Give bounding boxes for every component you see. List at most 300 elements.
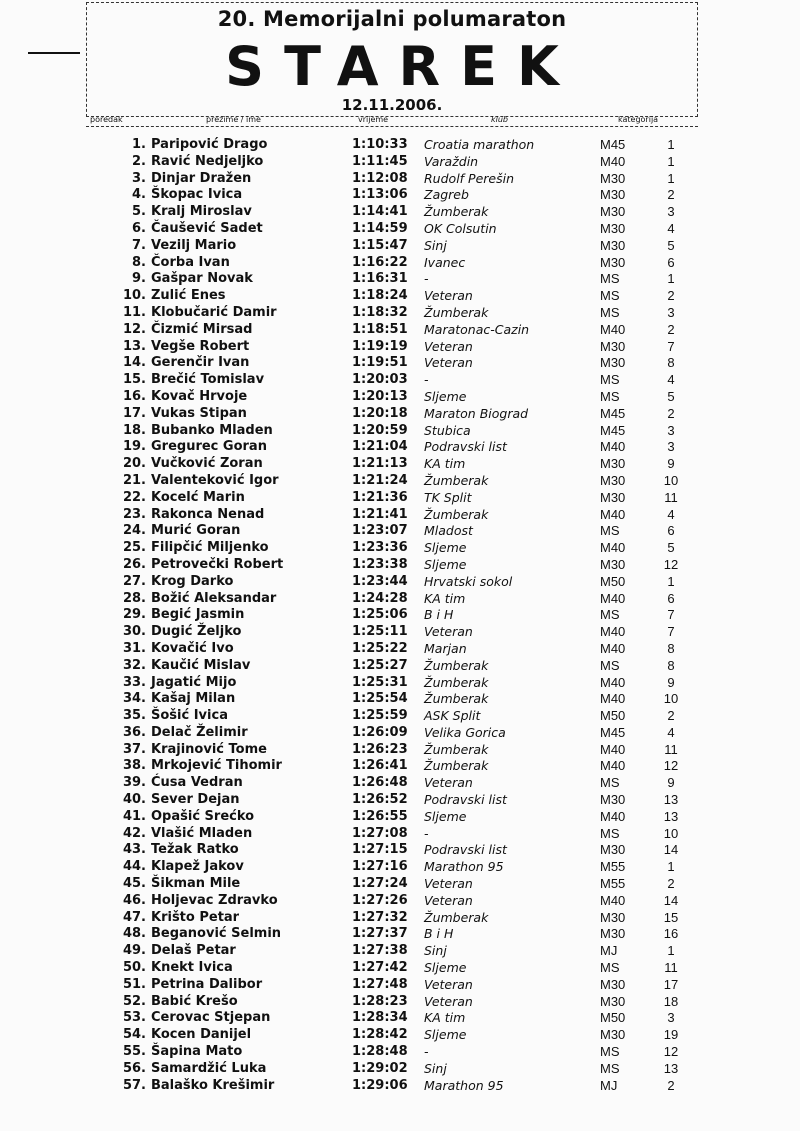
result-rank: 52. xyxy=(122,993,146,1009)
result-row xyxy=(0,557,800,574)
result-row xyxy=(0,423,800,440)
result-row xyxy=(0,204,800,221)
result-rank: 2. xyxy=(132,153,146,169)
result-category: MJ xyxy=(600,1077,618,1093)
event-title: 20. Memorijalni polumaraton xyxy=(217,7,567,31)
result-rank: 45. xyxy=(122,876,146,892)
result-category: M30 xyxy=(600,456,626,472)
result-category: MS xyxy=(600,607,620,623)
result-row xyxy=(0,1044,800,1061)
result-rank: 50. xyxy=(122,960,146,976)
result-name: Ravić Nedjeljko xyxy=(151,153,264,169)
result-category-place: 4 xyxy=(667,506,675,522)
result-club: - xyxy=(424,271,429,287)
result-club: Sljeme xyxy=(424,808,467,824)
result-row xyxy=(0,288,800,305)
result-row xyxy=(0,372,800,389)
result-club: Marathon 95 xyxy=(424,859,504,875)
result-time: 1:27:42 xyxy=(352,960,408,976)
result-rank: 26. xyxy=(122,556,146,572)
result-category: M30 xyxy=(600,237,626,253)
result-category-place: 2 xyxy=(667,1077,675,1093)
result-category-place: 14 xyxy=(663,842,679,858)
result-rank: 39. xyxy=(122,775,146,791)
result-rank: 56. xyxy=(122,1060,146,1076)
result-category-place: 4 xyxy=(667,724,675,740)
result-rank: 54. xyxy=(122,1027,146,1043)
result-name: Delač Želimir xyxy=(151,724,248,740)
result-club: Varaždin xyxy=(424,153,479,169)
result-category: M30 xyxy=(600,926,626,942)
result-rank: 37. xyxy=(122,741,146,757)
result-category: M40 xyxy=(600,741,626,757)
result-rank: 12. xyxy=(122,321,146,337)
result-category: M30 xyxy=(600,792,626,808)
result-rank: 29. xyxy=(122,607,146,623)
result-time: 1:25:54 xyxy=(352,691,408,707)
result-name: Filipčić Miljenko xyxy=(151,540,269,556)
result-row xyxy=(0,221,800,238)
result-category-place: 9 xyxy=(667,456,675,472)
result-category: M45 xyxy=(600,724,626,740)
result-club: Žumberak xyxy=(424,204,489,220)
result-category: MS xyxy=(600,271,620,287)
result-rank: 15. xyxy=(122,372,146,388)
result-category-place: 3 xyxy=(667,439,675,455)
result-name: Težak Ratko xyxy=(151,842,239,858)
result-row xyxy=(0,439,800,456)
result-time: 1:28:48 xyxy=(352,1044,408,1060)
result-club: TK Split xyxy=(424,489,472,505)
result-row xyxy=(0,1078,800,1095)
result-rank: 57. xyxy=(122,1077,146,1093)
result-name: Samardžić Luka xyxy=(151,1060,267,1076)
result-row xyxy=(0,876,800,893)
result-category-place: 7 xyxy=(667,624,675,640)
result-name: Čorba Ivan xyxy=(151,254,230,270)
result-club: Žumberak xyxy=(424,657,489,673)
result-category: M30 xyxy=(600,976,626,992)
result-club: Podravski list xyxy=(424,439,507,455)
result-rank: 1. xyxy=(132,137,146,152)
result-rank: 41. xyxy=(122,808,146,824)
result-time: 1:26:55 xyxy=(352,808,408,824)
result-category-place: 14 xyxy=(663,892,679,908)
result-club: KA tim xyxy=(424,1010,466,1026)
result-name: Knekt Ivica xyxy=(151,960,233,976)
result-rank: 13. xyxy=(122,338,146,354)
result-name: Kovačić Ivo xyxy=(151,640,234,656)
result-category: M30 xyxy=(600,187,626,203)
result-row xyxy=(0,271,800,288)
result-rank: 30. xyxy=(122,624,146,640)
result-row xyxy=(0,305,800,322)
result-time: 1:21:13 xyxy=(352,456,408,472)
result-category: M45 xyxy=(600,405,626,421)
result-rank: 34. xyxy=(122,691,146,707)
result-name: Kocen Danijel xyxy=(151,1027,252,1043)
result-category: M40 xyxy=(600,808,626,824)
result-category-place: 16 xyxy=(663,926,679,942)
result-name: Cerovac Stjepan xyxy=(151,1010,271,1026)
result-name: Brečić Tomislav xyxy=(151,372,265,388)
result-club: Sljeme xyxy=(424,1027,467,1043)
result-name: Gerenčir Ivan xyxy=(151,355,250,371)
result-time: 1:26:41 xyxy=(352,758,408,774)
result-club: Žumberak xyxy=(424,691,489,707)
result-rank: 44. xyxy=(122,859,146,875)
result-row xyxy=(0,1061,800,1078)
result-rank: 53. xyxy=(122,1010,146,1026)
result-name: Čaušević Sadet xyxy=(151,220,263,236)
result-rank: 49. xyxy=(122,943,146,959)
result-name: Vegše Robert xyxy=(151,338,250,354)
result-time: 1:21:04 xyxy=(352,439,408,455)
result-row xyxy=(0,742,800,759)
result-category: M40 xyxy=(600,892,626,908)
result-club: Veteran xyxy=(424,775,473,791)
result-row xyxy=(0,339,800,356)
result-time: 1:24:28 xyxy=(352,590,408,606)
event-date: 12.11.2006. xyxy=(341,96,443,114)
result-time: 1:27:32 xyxy=(352,909,408,925)
result-category: M30 xyxy=(600,909,626,925)
result-category-place: 2 xyxy=(667,876,675,892)
result-rank: 25. xyxy=(122,540,146,556)
result-category-place: 7 xyxy=(667,607,675,623)
result-category-place: 3 xyxy=(667,304,675,320)
result-category: M50 xyxy=(600,708,626,724)
result-row xyxy=(0,826,800,843)
result-club: Sljeme xyxy=(424,540,467,556)
result-row xyxy=(0,641,800,658)
result-name: Božić Aleksandar xyxy=(151,590,277,606)
result-name: Krog Darko xyxy=(151,573,234,589)
result-time: 1:26:09 xyxy=(352,724,408,740)
result-time: 1:14:41 xyxy=(352,204,408,220)
result-rank: 6. xyxy=(132,220,146,236)
result-name: Petrina Dalibor xyxy=(151,976,263,992)
result-time: 1:23:44 xyxy=(352,573,408,589)
result-category: MS xyxy=(600,960,620,976)
result-club: OK Colsutin xyxy=(424,220,497,236)
result-time: 1:12:08 xyxy=(352,170,408,186)
result-club: Zagreb xyxy=(424,187,469,203)
result-rank: 33. xyxy=(122,674,146,690)
result-rank: 11. xyxy=(122,304,146,320)
result-category-place: 10 xyxy=(663,472,679,488)
result-time: 1:26:52 xyxy=(352,792,408,808)
result-name: Mrkojević Tihomir xyxy=(151,758,282,774)
result-time: 1:23:38 xyxy=(352,556,408,572)
result-name: Opašić Srećko xyxy=(151,808,255,824)
result-time: 1:28:23 xyxy=(352,993,408,1009)
result-club: Sinj xyxy=(424,1060,447,1076)
result-category: M30 xyxy=(600,355,626,371)
column-headers xyxy=(86,115,698,127)
result-row xyxy=(0,725,800,742)
result-category: M40 xyxy=(600,691,626,707)
result-name: Beganović Selmin xyxy=(151,926,282,942)
result-time: 1:25:27 xyxy=(352,657,408,673)
result-row xyxy=(0,658,800,675)
result-name: Vlašić Mladen xyxy=(151,825,253,841)
result-row xyxy=(0,238,800,255)
result-time: 1:20:03 xyxy=(352,372,408,388)
result-category-place: 13 xyxy=(663,808,679,824)
result-category-place: 2 xyxy=(667,708,675,724)
result-row xyxy=(0,977,800,994)
result-rank: 4. xyxy=(132,187,146,203)
result-category-place: 17 xyxy=(663,976,679,992)
result-category-place: 1 xyxy=(667,573,675,589)
result-category-place: 5 xyxy=(667,237,675,253)
result-club: Žumberak xyxy=(424,758,489,774)
result-category: MS xyxy=(600,1060,620,1076)
result-club: Veteran xyxy=(424,976,473,992)
result-category-place: 10 xyxy=(663,691,679,707)
result-category: MS xyxy=(600,1044,620,1060)
result-club: Stubica xyxy=(424,422,471,438)
result-name: Vezilj Mario xyxy=(151,237,237,253)
result-rank: 27. xyxy=(122,573,146,589)
result-club: ASK Split xyxy=(424,708,481,724)
result-category: MS xyxy=(600,657,620,673)
result-row xyxy=(0,540,800,557)
result-category: M30 xyxy=(600,1027,626,1043)
column-header-category: kategorija xyxy=(618,115,659,124)
result-category-place: 12 xyxy=(663,1044,679,1060)
result-name: Vukas Stipan xyxy=(151,405,247,421)
result-club: Maraton Biograd xyxy=(424,405,529,421)
result-time: 1:18:51 xyxy=(352,321,408,337)
result-category-place: 13 xyxy=(663,792,679,808)
result-category-place: 6 xyxy=(667,523,675,539)
result-club: B i H xyxy=(424,926,454,942)
result-rank: 51. xyxy=(122,976,146,992)
result-row xyxy=(0,624,800,641)
result-category-place: 8 xyxy=(667,657,675,673)
result-name: Kralj Miroslav xyxy=(151,204,252,220)
margin-dash-mark xyxy=(28,52,80,54)
result-row xyxy=(0,607,800,624)
result-category-place: 12 xyxy=(663,556,679,572)
result-row xyxy=(0,456,800,473)
result-name: Krajinović Tome xyxy=(151,741,267,757)
result-club: Sljeme xyxy=(424,960,467,976)
result-rank: 47. xyxy=(122,909,146,925)
result-row xyxy=(0,507,800,524)
result-name: Dugić Željko xyxy=(151,624,242,640)
result-category: M30 xyxy=(600,842,626,858)
column-header-time: vrijeme xyxy=(358,115,389,124)
result-club: Ivanec xyxy=(424,254,466,270)
result-rank: 35. xyxy=(122,708,146,724)
result-category: M40 xyxy=(600,758,626,774)
result-club: Podravski list xyxy=(424,842,507,858)
result-club: Sinj xyxy=(424,237,447,253)
result-time: 1:20:59 xyxy=(352,422,408,438)
result-time: 1:27:37 xyxy=(352,926,408,942)
result-category: MS xyxy=(600,304,620,320)
result-club: - xyxy=(424,372,429,388)
result-rank: 22. xyxy=(122,489,146,505)
result-time: 1:28:42 xyxy=(352,1027,408,1043)
result-category: M40 xyxy=(600,674,626,690)
result-time: 1:21:24 xyxy=(352,472,408,488)
result-time: 1:14:59 xyxy=(352,220,408,236)
result-category-place: 15 xyxy=(663,909,679,925)
result-time: 1:25:06 xyxy=(352,607,408,623)
result-category: MS xyxy=(600,388,620,404)
result-row xyxy=(0,893,800,910)
result-row xyxy=(0,154,800,171)
result-time: 1:13:06 xyxy=(352,187,408,203)
result-category-place: 2 xyxy=(667,321,675,337)
result-row xyxy=(0,490,800,507)
result-time: 1:23:36 xyxy=(352,540,408,556)
result-club: Velika Gorica xyxy=(424,724,506,740)
result-time: 1:27:15 xyxy=(352,842,408,858)
result-category: M30 xyxy=(600,472,626,488)
result-category-place: 1 xyxy=(667,170,675,186)
result-category-place: 8 xyxy=(667,640,675,656)
result-time: 1:16:22 xyxy=(352,254,408,270)
result-category: M30 xyxy=(600,993,626,1009)
result-rank: 21. xyxy=(122,472,146,488)
result-name: Delaš Petar xyxy=(151,943,236,959)
result-rank: 10. xyxy=(122,288,146,304)
result-category: MS xyxy=(600,288,620,304)
result-row xyxy=(0,1027,800,1044)
result-row xyxy=(0,171,800,188)
result-row xyxy=(0,775,800,792)
result-category: M40 xyxy=(600,153,626,169)
result-category: MJ xyxy=(600,943,618,959)
result-category-place: 13 xyxy=(663,1060,679,1076)
result-name: Šikman Mile xyxy=(151,876,241,892)
result-time: 1:18:32 xyxy=(352,304,408,320)
result-time: 1:25:59 xyxy=(352,708,408,724)
result-name: Valenteković Igor xyxy=(151,472,279,488)
result-rank: 28. xyxy=(122,590,146,606)
result-rank: 7. xyxy=(132,237,146,253)
result-rank: 18. xyxy=(122,422,146,438)
column-header-name: prezime / ime xyxy=(206,115,261,124)
result-row xyxy=(0,926,800,943)
result-category-place: 2 xyxy=(667,187,675,203)
result-category-place: 2 xyxy=(667,288,675,304)
result-name: Klapež Jakov xyxy=(151,859,244,875)
result-category-place: 11 xyxy=(664,489,678,505)
result-rank: 23. xyxy=(122,506,146,522)
result-club: Croatia marathon xyxy=(424,137,535,152)
result-club: Mladost xyxy=(424,523,473,539)
result-row xyxy=(0,322,800,339)
result-name: Holjevac Zdravko xyxy=(151,892,278,908)
result-rank: 16. xyxy=(122,388,146,404)
result-rank: 48. xyxy=(122,926,146,942)
result-category-place: 1 xyxy=(667,859,675,875)
result-club: Veteran xyxy=(424,993,473,1009)
result-row xyxy=(0,758,800,775)
result-time: 1:10:33 xyxy=(352,137,408,152)
result-rank: 24. xyxy=(122,523,146,539)
result-category: M40 xyxy=(600,590,626,606)
result-club: Podravski list xyxy=(424,792,507,808)
result-category-place: 4 xyxy=(667,372,675,388)
result-time: 1:27:24 xyxy=(352,876,408,892)
result-category: M40 xyxy=(600,439,626,455)
result-name: Krišto Petar xyxy=(151,909,240,925)
result-category-place: 9 xyxy=(667,674,675,690)
result-category: M50 xyxy=(600,573,626,589)
result-club: Žumberak xyxy=(424,506,489,522)
result-time: 1:27:48 xyxy=(352,976,408,992)
result-name: Klobučarić Damir xyxy=(151,304,277,320)
result-row xyxy=(0,842,800,859)
result-category: MS xyxy=(600,523,620,539)
result-category: MS xyxy=(600,825,620,841)
result-time: 1:27:26 xyxy=(352,892,408,908)
result-category-place: 7 xyxy=(667,338,675,354)
result-name: Čizmić Mirsad xyxy=(151,321,253,337)
result-name: Škopac Ivica xyxy=(151,187,243,203)
result-category: M40 xyxy=(600,321,626,337)
result-club: - xyxy=(424,1044,429,1060)
result-name: Ćusa Vedran xyxy=(151,775,243,791)
result-rank: 17. xyxy=(122,405,146,421)
result-category: M30 xyxy=(600,220,626,236)
result-rank: 19. xyxy=(122,439,146,455)
result-category: M30 xyxy=(600,204,626,220)
result-category-place: 3 xyxy=(667,1010,675,1026)
result-row xyxy=(0,675,800,692)
result-category: M40 xyxy=(600,540,626,556)
result-category-place: 1 xyxy=(667,271,675,287)
result-rank: 9. xyxy=(132,271,146,287)
result-category-place: 3 xyxy=(667,422,675,438)
result-club: Sljeme xyxy=(424,556,467,572)
result-row xyxy=(0,255,800,272)
result-category: M40 xyxy=(600,640,626,656)
result-category-place: 11 xyxy=(664,741,678,757)
result-row xyxy=(0,473,800,490)
result-name: Kocelć Marin xyxy=(151,489,245,505)
result-category: M30 xyxy=(600,556,626,572)
results-header xyxy=(86,2,698,117)
result-name: Kaučić Mislav xyxy=(151,657,251,673)
result-time: 1:25:31 xyxy=(352,674,408,690)
result-time: 1:20:13 xyxy=(352,388,408,404)
result-time: 1:21:36 xyxy=(352,489,408,505)
result-row xyxy=(0,792,800,809)
results-list xyxy=(0,137,800,1094)
result-time: 1:25:22 xyxy=(352,640,408,656)
result-rank: 40. xyxy=(122,792,146,808)
result-row xyxy=(0,591,800,608)
result-club: Žumberak xyxy=(424,741,489,757)
result-name: Šapina Mato xyxy=(151,1044,243,1060)
result-row xyxy=(0,708,800,725)
result-category: M50 xyxy=(600,1010,626,1026)
result-category: M40 xyxy=(600,624,626,640)
result-category: M30 xyxy=(600,489,626,505)
result-time: 1:28:34 xyxy=(352,1010,408,1026)
result-category-place: 5 xyxy=(667,388,675,404)
result-row xyxy=(0,523,800,540)
result-time: 1:18:24 xyxy=(352,288,408,304)
